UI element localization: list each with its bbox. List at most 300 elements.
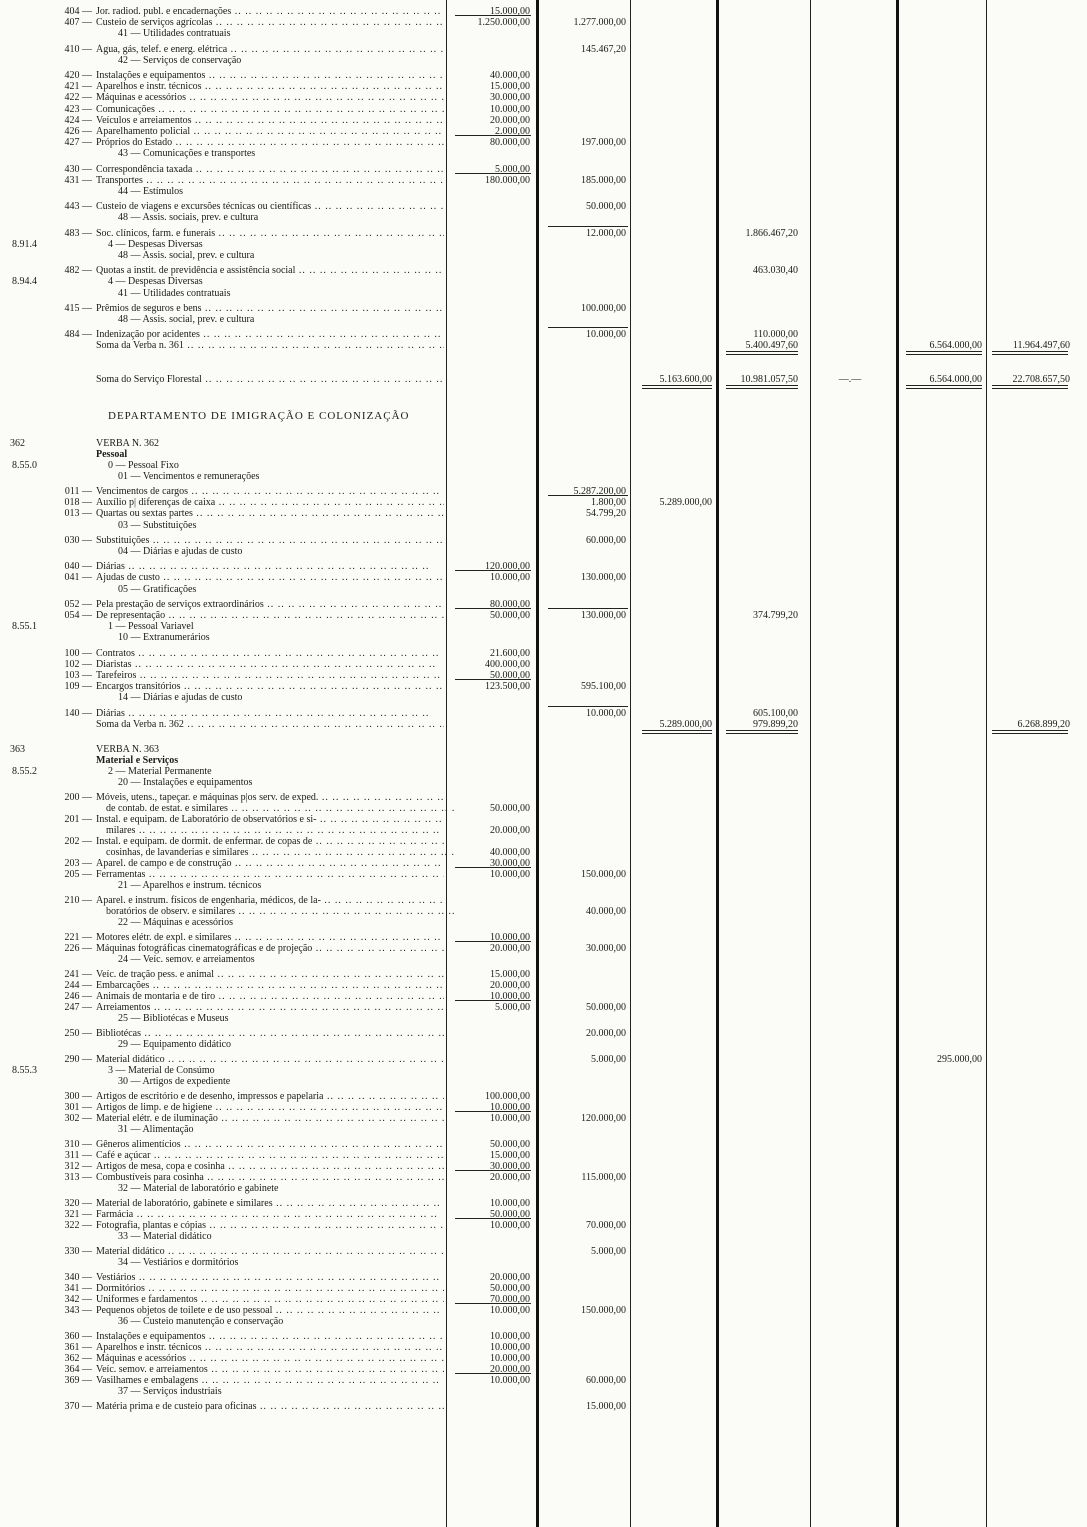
verba-subheader [0,755,1087,766]
subtotal-rule [455,941,531,942]
item-code: 244 — [62,980,92,991]
subtotal-rule [548,706,628,707]
table-row [0,276,1087,287]
item-description: Comunicações .. .. [96,104,444,115]
subtotal-rule [548,226,628,227]
table-row [0,991,1087,1002]
table-row [0,621,1087,632]
amount-c2: 20.000,00 [586,1028,626,1040]
table-row [0,28,1087,39]
item-code: 426 — [62,126,92,137]
table-row [0,659,1087,670]
item-description: Artigos de mesa, copa e cosinha .. .. [96,1161,444,1172]
amount-c1: 2.000,00 [495,126,530,137]
section-code: 8.55.0 [12,459,37,471]
table-row [0,1305,1087,1316]
department-title: DEPARTAMENTO DE IMIGRAÇÃO E COLONIZAÇÃO [108,409,410,422]
item-description: Uniformes e fardamentos .. .. [96,1294,444,1305]
item-description: Animais de montaria e de tiro .. .. [96,991,444,1002]
item-description: Aparelhos e instr. técnicos .. .. [96,1342,444,1353]
item-code: 203 — [62,858,92,869]
table-row [0,572,1087,583]
amount-c6: 6.564.000,00 [929,374,982,385]
item-code: 422 — [62,92,92,103]
item-code: 320 — [62,1198,92,1209]
item-description: Pela prestação de serviços extraordinários .. .. [96,599,444,610]
group-heading: 33 — Material didático [118,1231,212,1243]
group-heading: 3 — Material de Consúmo [108,1065,215,1077]
table-row [0,314,1087,325]
item-description: Substituições .. .. [96,535,444,546]
amount-c1: 15.000,00 [490,969,530,981]
item-code: 250 — [62,1028,92,1039]
group-heading: 10 — Extranumerários [118,632,210,644]
table-row [0,880,1087,891]
amount-c2: 100.000,00 [581,302,626,314]
table-row [0,508,1087,519]
table-row [0,1076,1087,1087]
table-row [0,1183,1087,1194]
amount-c1: 10.000,00 [490,1113,530,1125]
item-description: Material de laboratório, gabinete e similares .. .. [96,1198,444,1209]
item-code: 343 — [62,1305,92,1316]
group-heading: 43 — Comunicações e transportes [118,148,256,160]
amount-c1: 1.250.000,00 [477,17,530,29]
table-row [0,520,1087,531]
group-heading: 03 — Substituições [118,519,197,531]
amount-c2: 150.000,00 [581,1305,626,1317]
total-rule [906,385,982,389]
item-code: 342 — [62,1294,92,1305]
subtotal-rule [455,679,531,680]
section-code: 8.94.4 [12,276,37,288]
item-code: 241 — [62,969,92,980]
item-description: Vasilhames e embalagens .. .. [96,1375,444,1386]
subtotal-rule [455,135,531,136]
total-rule [992,730,1068,734]
group-heading: 41 — Utilidades contratuais [118,28,231,40]
total-rule [992,351,1068,355]
group-heading: 01 — Vencimentos e remunerações [118,470,260,482]
item-description: Ferramentas .. .. [96,869,444,880]
table-row [0,81,1087,92]
group-heading: 05 — Gratificações [118,583,197,595]
table-row [0,1283,1087,1294]
item-description: Dormitórios .. .. [96,1283,444,1294]
table-row [0,792,1087,803]
item-code: 415 — [62,303,92,314]
subtotal-rule [455,608,531,609]
item-description: Gêneros alimentícios .. .. [96,1139,444,1150]
verba-header [0,438,1087,449]
table-row [0,681,1087,692]
item-description-continued: de contab. de estat. e similares .. .. [106,803,454,814]
table-row [0,148,1087,159]
item-description: Soc. clínicos, farm. e funerais .. .. [96,228,444,239]
item-description-continued: boratórios de observ. e similares .. .. [106,906,454,917]
item-description: Instal. e equipam. de Laboratório de observatórios e si- .. .. [96,814,444,825]
amount-c1: 10.000,00 [490,1220,530,1232]
item-code: 423 — [62,104,92,115]
item-description: Diárias .. .. [96,561,444,572]
amount-c6: 295.000,00 [937,1054,982,1066]
table-row [0,1150,1087,1161]
table-row [0,1209,1087,1220]
table-row [0,1039,1087,1050]
sum-label: Soma do Serviço Florestal .. .. [96,374,444,385]
item-code: 302 — [62,1113,92,1124]
item-code: 040 — [62,561,92,572]
group-heading: 1 — Pessoal Variavel [108,621,194,633]
amount-c1: 5.000,00 [495,163,530,175]
item-description: De representação .. .. [96,610,444,621]
amount-c3: 5.289.000,00 [659,718,712,730]
table-row [0,599,1087,610]
item-code: 321 — [62,1209,92,1220]
total-rule [642,730,712,734]
verba-number: 363 [10,744,25,756]
item-description-continued: milares .. .. [106,825,454,836]
amount-c2: 185.000,00 [581,174,626,186]
amount-c4: 979.899,20 [753,718,798,730]
group-heading: 37 — Serviços industriais [118,1386,222,1398]
table-row [0,584,1087,595]
verba-title: VERBA N. 362 [96,437,160,449]
item-code: 410 — [62,44,92,55]
item-code: 311 — [62,1150,92,1161]
table-row [0,228,1087,239]
table-row [0,1065,1087,1076]
subtotal-rule [548,608,628,609]
amount-c2: 120.000,00 [581,1113,626,1125]
item-code: 369 — [62,1375,92,1386]
item-description: Embarcações .. .. [96,980,444,991]
item-description: Motores elétr. de expl. e similares .. .. [96,932,444,943]
item-code: 102 — [62,659,92,670]
item-description: Quotas a instit. de previdência e assistência social .. .. [96,265,444,276]
amount-c2: 10.000,00 [586,707,626,719]
table-row [0,55,1087,66]
amount-c2: 60.000,00 [586,534,626,546]
group-heading: 34 — Vestiários e dormitórios [118,1257,239,1269]
table-row [0,17,1087,28]
item-code: 430 — [62,164,92,175]
item-description: Vestiários .. .. [96,1272,444,1283]
amount-c1: 21.600,00 [490,647,530,659]
table-row [0,1316,1087,1327]
amount-c2: 54.799,20 [586,508,626,520]
item-code: 041 — [62,572,92,583]
item-description: Jor. radiod. publ. e encadernações .. .. [96,6,444,17]
group-heading: 22 — Máquinas e acessórios [118,917,233,929]
item-description: Veíc. semov. e arreiamentos .. .. [96,1364,444,1375]
group-heading: 30 — Artigos de expediente [118,1076,231,1088]
item-code: 030 — [62,535,92,546]
item-code: 482 — [62,265,92,276]
table-row [0,1294,1087,1305]
item-code: 330 — [62,1246,92,1257]
table-row [0,610,1087,621]
amount-c2: 12.000,00 [586,227,626,239]
group-heading: 0 — Pessoal Fixo [108,459,179,471]
table-row [0,932,1087,943]
table-row [0,1172,1087,1183]
item-code: 202 — [62,836,92,847]
table-row [0,201,1087,212]
item-description: Aparel. de campo e de construção .. .. [96,858,444,869]
item-code: 109 — [62,681,92,692]
item-description: Combustíveis para cosinha .. .. [96,1172,444,1183]
item-description: Ajudas de custo .. .. [96,572,444,583]
amount-c1: 50.000,00 [490,1209,530,1221]
amount-c2: 5.000,00 [591,1246,626,1258]
item-code: 431 — [62,175,92,186]
item-description: Auxílio p| diferenças de caixa .. .. [96,497,444,508]
table-row [0,1272,1087,1283]
table-row [0,1002,1087,1013]
amount-c2: 40.000,00 [586,906,626,918]
item-code: 205 — [62,869,92,880]
group-heading: 42 — Serviços de conservação [118,54,242,66]
table-row [0,164,1087,175]
item-code: 052 — [62,599,92,610]
item-code: 301 — [62,1102,92,1113]
amount-c1: 20.000,00 [490,980,530,992]
subtotal-rule [455,1303,531,1304]
item-description: Contratos .. .. [96,648,444,659]
item-code: 221 — [62,932,92,943]
group-heading: 4 — Despesas Diversas [108,276,203,288]
item-code: 424 — [62,115,92,126]
table-row [0,1198,1087,1209]
amount-c2: 197.000,00 [581,137,626,149]
amount-c1: 10.000,00 [490,1342,530,1354]
amount-c1: 30.000,00 [490,858,530,870]
item-code: 362 — [62,1353,92,1364]
amount-c2: 5.287.200,00 [573,486,626,497]
group-heading: 4 — Despesas Diversas [108,238,203,250]
item-description: Diaristas .. .. [96,659,444,670]
item-code: 361 — [62,1342,92,1353]
subtotal-rule [455,173,531,174]
item-code: 340 — [62,1272,92,1283]
table-row [0,1364,1087,1375]
item-description: Máquinas e acessórios .. .. [96,92,444,103]
subtotal-rule [455,867,531,868]
amount-c1: 20.000,00 [490,1272,530,1284]
table-row [0,70,1087,81]
amount-c2: 150.000,00 [581,869,626,881]
subtotal-rule [455,1000,531,1001]
amount-c2: 70.000,00 [586,1220,626,1232]
subtotal-rule [455,1170,531,1171]
verba-number: 362 [10,437,25,449]
amount-c1: 10.000,00 [490,869,530,881]
subtotal-rule [455,1218,531,1219]
total-rule [906,351,982,355]
table-row [0,895,1087,906]
table-row [0,303,1087,314]
item-description: Indenização por acidentes .. .. [96,329,444,340]
table-row [0,1102,1087,1113]
item-code: 100 — [62,648,92,659]
table-row [0,766,1087,777]
amount-c1: 10.000,00 [490,991,530,1003]
table-row [0,1124,1087,1135]
table-row [0,969,1087,980]
amount-c2: 15.000,00 [586,1401,626,1413]
amount-c7: 6.268.899,20 [1017,718,1070,730]
amount-c7: 11.964.497,60 [1012,340,1070,352]
amount-c1: 20.000,00 [490,1172,530,1184]
amount-c4: 110.000,00 [753,329,798,341]
item-code: 200 — [62,792,92,803]
verba-header [0,744,1087,755]
item-code: 407 — [62,17,92,28]
group-heading: 25 — Bibliotécas e Museus [118,1013,229,1025]
group-heading: 04 — Diárias e ajudas de custo [118,546,243,557]
item-code: 312 — [62,1161,92,1172]
table-row [0,1013,1087,1024]
table-row [0,980,1087,991]
amount-c1: 70.000,00 [490,1294,530,1306]
item-description: Instalações e equipamentos .. .. [96,70,444,81]
item-code: 427 — [62,137,92,148]
item-description: Artigos de limp. e de higiene .. .. [96,1102,444,1113]
group-heading: 31 — Alimentação [118,1124,194,1136]
amount-c4: 374.799,20 [753,610,798,621]
amount-c1: 123.500,00 [485,681,530,693]
table-row [0,115,1087,126]
item-description: Material didático .. .. [96,1246,444,1257]
group-heading: 36 — Custeio manutenção e conservação [118,1316,284,1328]
subtotal-rule [548,327,628,328]
table-row [0,486,1087,497]
table-row [0,1401,1087,1412]
group-heading: 48 — Assis. social, prev. e cultura [118,250,255,261]
item-code: 300 — [62,1091,92,1102]
item-description: Quartas ou sextas partes .. .. [96,508,444,519]
amount-c1: 40.000,00 [490,847,530,859]
verba-title: VERBA N. 363 [96,744,160,756]
table-row [0,670,1087,681]
amount-c4: 463.030,40 [753,265,798,277]
item-code: 226 — [62,943,92,954]
amount-c2: 145.467,20 [581,43,626,55]
amount-c2: 1.800,00 [591,497,626,509]
amount-c1: 15.000,00 [490,1150,530,1162]
table-row [0,1091,1087,1102]
section-code: 8.91.4 [12,238,37,250]
table-row [0,288,1087,299]
item-description: Café e açúcar .. .. [96,1150,444,1161]
amount-c6: 6.564.000,00 [929,340,982,352]
group-heading: 14 — Diárias e ajudas de custo [118,692,243,704]
section-code: 8.55.2 [12,766,37,778]
amount-c1: 400.000,00 [485,658,530,670]
table-row [0,104,1087,115]
item-description: Veículos e arreiamentos .. .. [96,115,444,126]
total-rule [726,351,798,355]
amount-c5: —.— [838,374,862,385]
item-code: 103 — [62,670,92,681]
amount-c4: 605.100,00 [753,707,798,719]
subtotal-rule [455,1373,531,1374]
table-row [0,329,1087,340]
item-description: Próprios do Estado .. .. [96,137,444,148]
table-row [0,917,1087,928]
total-rule [726,385,798,389]
group-heading: 41 — Utilidades contratuais [118,287,231,299]
item-description: Aparel. e instrum. físicos de engenharia, médicos, de la- .. .. [96,895,444,906]
item-code: 420 — [62,70,92,81]
table-row [0,497,1087,508]
item-description: Transportes .. .. [96,175,444,186]
group-heading: 24 — Veíc. semov. e arreiamentos [118,954,255,966]
group-heading: 48 — Assis. social, prev. e cultura [118,314,255,325]
item-code: 341 — [62,1283,92,1294]
amount-c1: 10.000,00 [490,1305,530,1317]
item-code: 421 — [62,81,92,92]
group-heading: 29 — Equipamento didático [118,1039,232,1051]
table-row [0,1342,1087,1353]
table-row [0,374,1087,385]
amount-c1: 100.000,00 [485,1091,530,1103]
table-row [0,943,1087,954]
table-row [0,546,1087,557]
amount-c2: 50.000,00 [586,1002,626,1014]
amount-c7: 22.708.657,50 [1012,374,1070,385]
item-description: Prêmios de seguros e bens .. .. [96,303,444,314]
item-code: 364 — [62,1364,92,1375]
item-code: 483 — [62,228,92,239]
amount-c1: 180.000,00 [485,174,530,186]
item-description: Material didático .. .. [96,1054,444,1065]
table-row [0,1028,1087,1039]
verba-subtitle: Material e Serviços [96,755,179,767]
amount-c1: 10.000,00 [490,1375,530,1387]
amount-c2: 50.000,00 [586,201,626,213]
item-description: Veíc. de tração pess. e animal .. .. [96,969,444,980]
item-code: 360 — [62,1331,92,1342]
amount-c1: 5.000,00 [495,1002,530,1014]
amount-c1: 120.000,00 [485,561,530,573]
group-heading: 21 — Aparelhos e instrum. técnicos [118,880,262,892]
table-row [0,212,1087,223]
item-description: Farmácia .. .. [96,1209,444,1220]
item-description: Matéria prima e de custeio para oficinas .. .. [96,1401,444,1412]
table-row [0,632,1087,643]
table-row [0,561,1087,572]
item-code: 201 — [62,814,92,825]
table-row [0,126,1087,137]
amount-c2: 130.000,00 [581,572,626,584]
table-row [0,692,1087,703]
table-row [0,814,1087,825]
table-row [0,92,1087,103]
subtotal-rule [548,495,628,496]
table-row [0,708,1087,719]
item-code: 404 — [62,6,92,17]
item-description: Bibliotécas .. .. [96,1028,444,1039]
table-row [0,1231,1087,1242]
sum-label: Soma da Verba n. 361 .. .. [96,340,444,351]
item-code: 484 — [62,329,92,340]
amount-c1: 80.000,00 [490,137,530,149]
table-row [0,1257,1087,1268]
table-row [0,954,1087,965]
amount-c1: 30.000,00 [490,92,530,104]
